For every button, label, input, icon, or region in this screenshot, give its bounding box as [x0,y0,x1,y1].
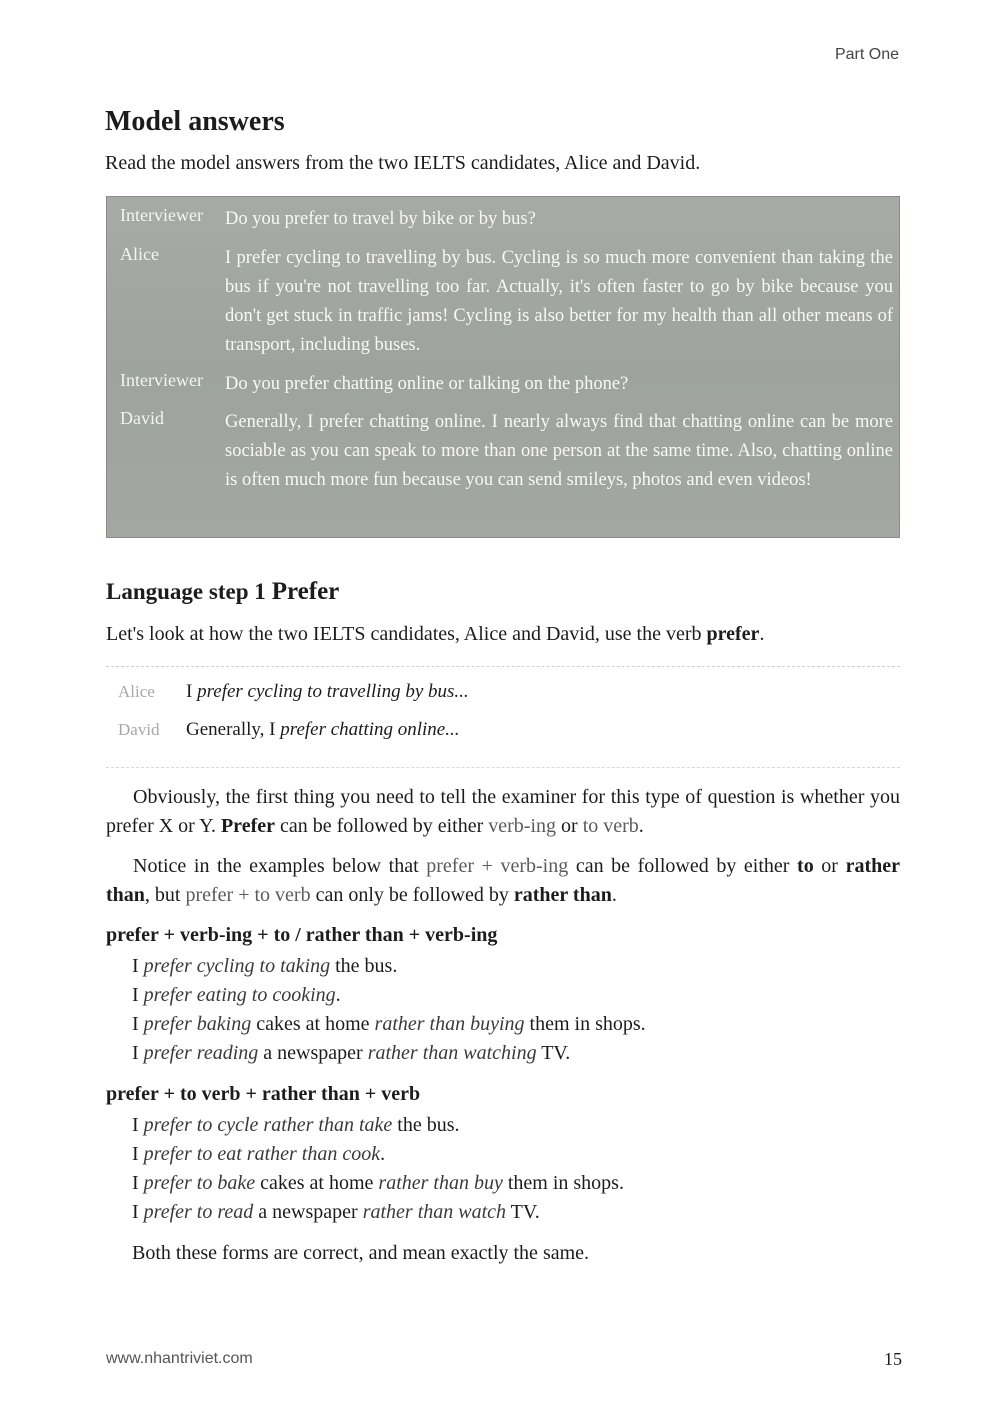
pattern-heading: prefer + verb-ing + to / rather than + verb-ing [106,924,498,946]
example-sentence: I prefer baking cakes at home rather than buying them in shops. [132,1013,646,1035]
example-sentence: I prefer to bake cakes at home rather than buy them in shops. [132,1172,624,1194]
page-number: 15 [884,1349,902,1369]
speaker-label: David [120,408,164,428]
paragraph-forms: Obviously, the first thing you need to tell the examiner for this type of question is whether you prefer X or Y. Prefer can be followed by either verb-ing or to verb. [106,786,900,837]
section-title: Model answers [105,106,285,137]
dialogue-text: Generally, I prefer chatting online. I nearly always find that chatting online can be more sociable as you can speak to more than one person at the same time. Also, chatting online is often much more fun because you can send smileys, photos and even videos! [225,412,893,490]
example-sentence: I prefer to read a newspaper rather than watch TV. [132,1201,540,1223]
example-speaker: Alice [118,682,155,701]
example-speaker: David [118,720,160,739]
running-head: Part One [834,46,899,63]
pattern-heading: prefer + to verb + rather than + verb [106,1083,421,1105]
example-row [118,719,460,741]
dialogue-text: Do you prefer chatting online or talking on the phone? [225,374,629,394]
language-step-word: Prefer [271,578,340,605]
intro-text: Let's look at how the two IELTS candidates, Alice and David, use the verb [106,623,702,645]
example-sentence: I prefer to cycle rather than take the bus. [132,1114,460,1136]
speaker-label: Interviewer [120,370,203,390]
speaker-label: Alice [120,244,159,264]
intro-verb: prefer [706,623,760,645]
dialogue-text: I prefer cycling to travelling by bus. Cycling is so much more convenient than taking the bus if you're not travelling too far. Actually, it's often faster to go by bike because you don't get stuck in traffic jams! Cycling is also better for my health than all other means of transport, including buses. [225,248,893,355]
example-sentence: I prefer cycling to taking the bus. [132,955,398,977]
examples-box [106,666,900,768]
dialogue-box [106,196,900,538]
example-sentence: I prefer to eat rather than cook. [132,1143,386,1165]
example-text: Generally, I prefer chatting online... [186,719,460,740]
language-step-heading [106,578,339,606]
example-row [118,681,469,703]
language-step-intro [106,623,764,646]
language-step-label: Language step 1 [106,579,266,604]
conclusion: Both these forms are correct, and mean exactly the same. [132,1242,590,1264]
intro-end: . [759,623,765,645]
section-intro: Read the model answers from the two IELTS candidates, Alice and David. [105,152,701,174]
example-sentence: I prefer eating to cooking. [132,984,341,1006]
footer-url: www.nhantriviet.com [106,1350,253,1367]
dialogue-text: Do you prefer to travel by bike or by bus? [225,209,536,229]
example-text: I prefer cycling to travelling by bus... [186,681,469,702]
paragraph-notice: Notice in the examples below that prefer + verb-ing can be followed by either to or rather than, but prefer + to verb can only be followed by rather than. [106,855,900,906]
example-sentence: I prefer reading a newspaper rather than watching TV. [132,1042,571,1064]
speaker-label: Interviewer [120,205,203,225]
